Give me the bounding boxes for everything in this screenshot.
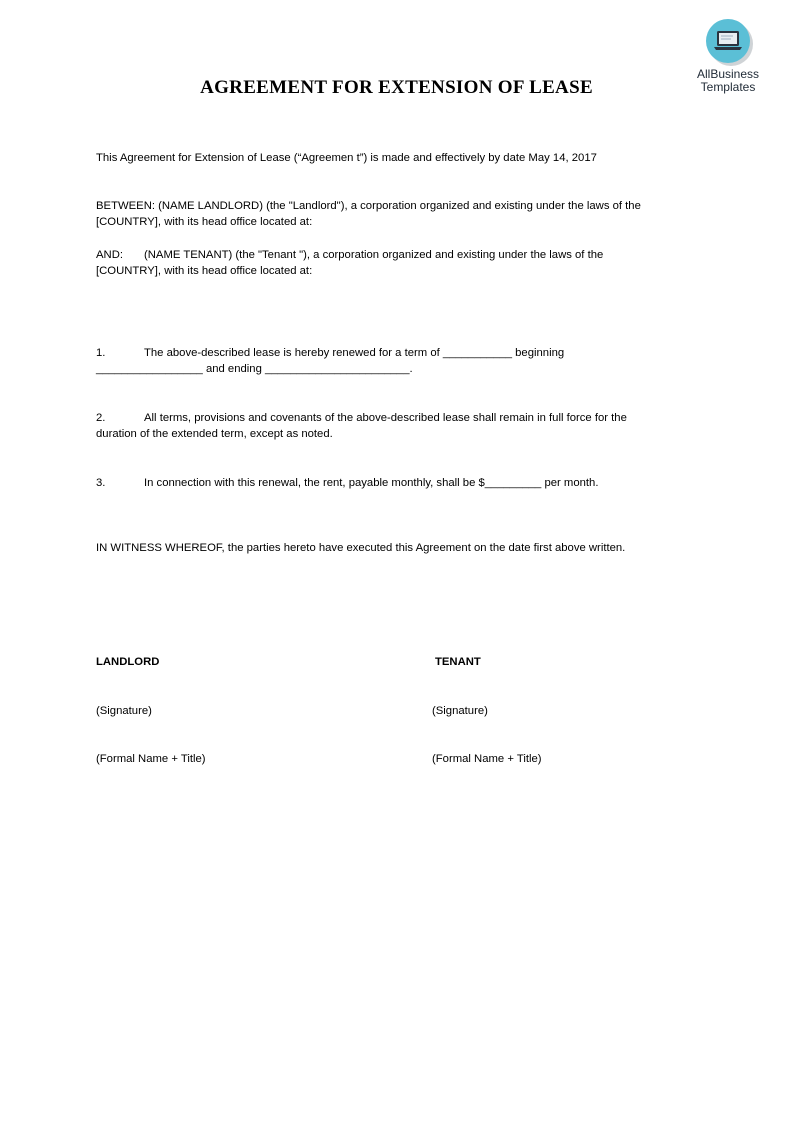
logo-line-2: Templates — [700, 80, 756, 94]
landlord-heading: LANDLORD — [96, 656, 160, 668]
clause-3-line-1: In connection with this renewal, the rent, payable monthly, shall be $_________ per month. — [144, 477, 599, 489]
tenant-signature-line: (Signature) — [432, 705, 488, 717]
and-label: AND: — [96, 249, 123, 261]
clause-1 — [96, 345, 686, 377]
clause-number: 3. — [96, 477, 106, 489]
tenant-name-title: (Formal Name + Title) — [432, 753, 542, 765]
clause-1-line-1: The above-described lease is hereby renewed for a term of ___________ beginning — [144, 347, 565, 359]
clause-3 — [96, 475, 686, 491]
landlord-signature-line: (Signature) — [96, 705, 152, 717]
and-line-2: [COUNTRY], with its head office located at: — [96, 265, 313, 277]
laptop-icon — [705, 18, 751, 64]
witness-paragraph: IN WITNESS WHEREOF, the parties hereto have executed this Agreement on the date first above written. — [96, 542, 626, 554]
clause-number: 2. — [96, 412, 106, 424]
document-title: AGREEMENT FOR EXTENSION OF LEASE — [200, 77, 593, 98]
between-line-2: [COUNTRY], with its head office located at: — [96, 216, 313, 228]
intro-paragraph: This Agreement for Extension of Lease (“Agreemen t”) is made and effectively by date May 14, 2017 — [96, 152, 597, 164]
and-paragraph — [96, 247, 686, 279]
between-paragraph — [96, 198, 686, 230]
clause-2-line-2: duration of the extended term, except as noted. — [96, 428, 333, 440]
landlord-name-title: (Formal Name + Title) — [96, 753, 206, 765]
clause-1-line-2: _________________ and ending _______________________. — [96, 363, 413, 375]
between-line-1: (NAME LANDLORD) (the "Landlord"), a corporation organized and existing under the laws of the — [155, 200, 641, 212]
tenant-heading: TENANT — [435, 656, 481, 668]
clause-2 — [96, 410, 686, 442]
and-line-1: (NAME TENANT) (the "Tenant "), a corporation organized and existing under the laws of the — [144, 249, 604, 261]
clause-number: 1. — [96, 347, 106, 359]
clause-2-line-1: All terms, provisions and covenants of the above-described lease shall remain in full force for the — [144, 412, 627, 424]
between-label: BETWEEN: — [96, 200, 155, 212]
logo-line-1: AllBusiness — [696, 67, 760, 81]
